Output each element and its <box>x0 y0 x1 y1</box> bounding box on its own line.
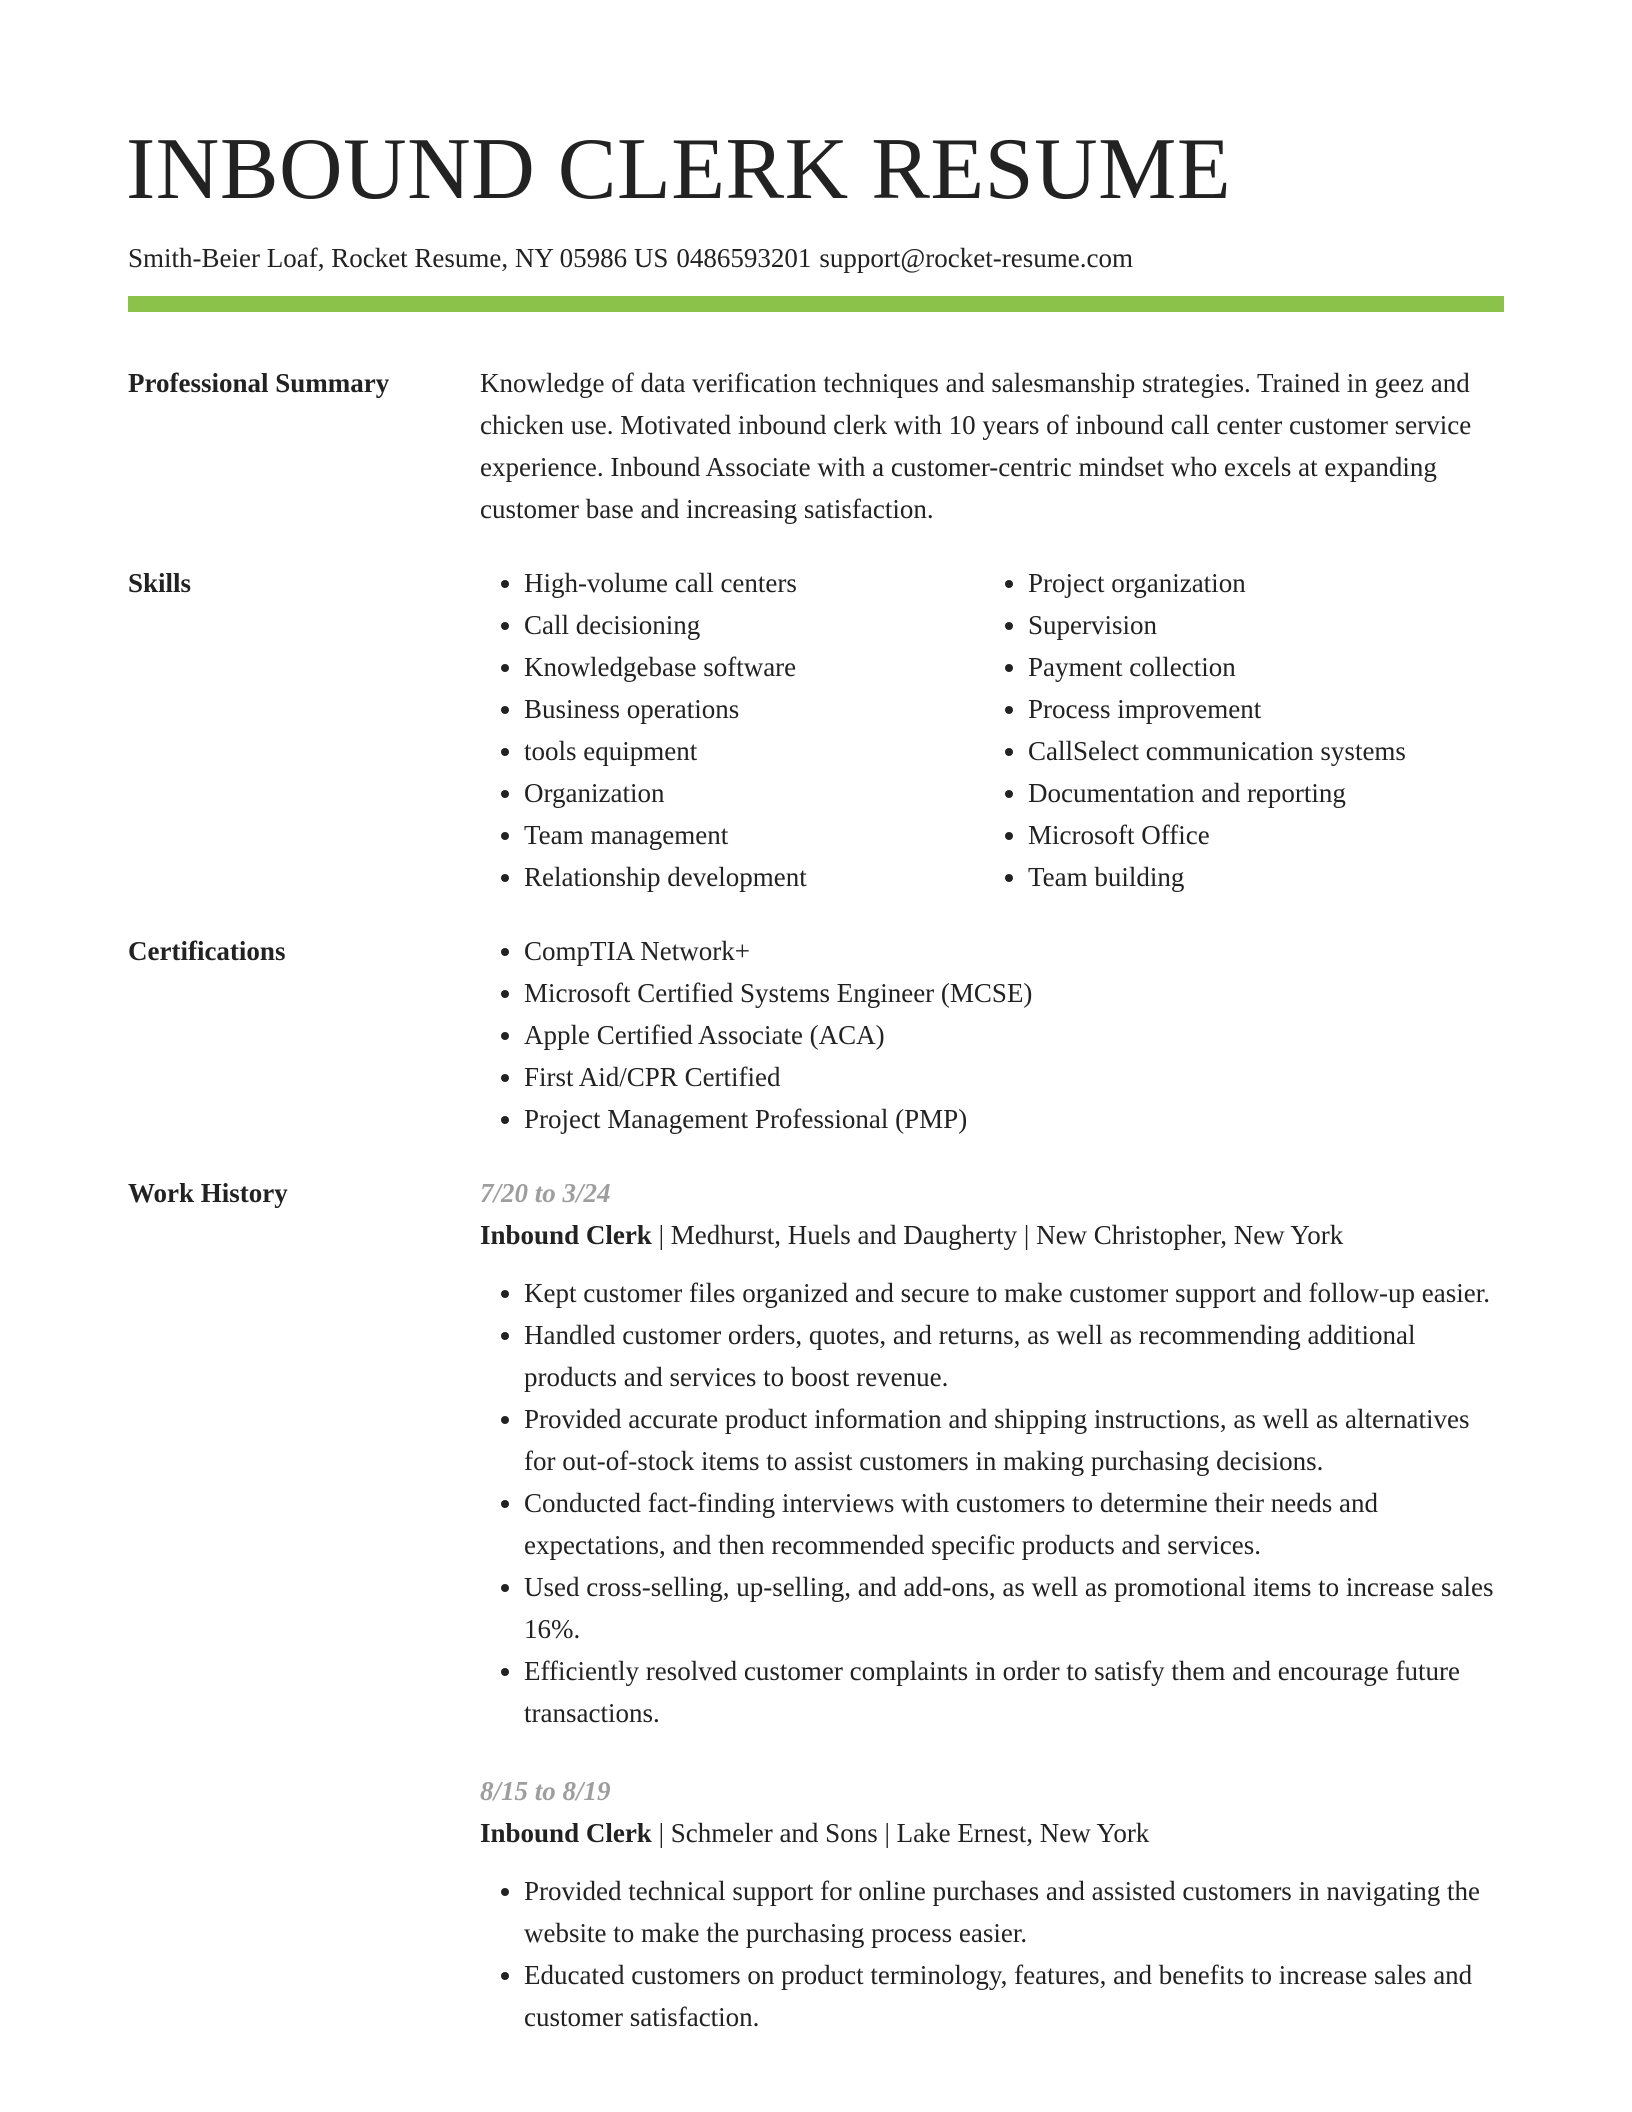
certifications-list <box>480 930 1504 1140</box>
certifications-heading: Certifications <box>128 936 286 967</box>
job-bullet: • Conducted fact-finding interviews with customers to determine their needs and expectations, and then recommended specific products and services. <box>524 1482 1504 1566</box>
skill-item: • Supervision <box>1028 604 1488 646</box>
skills-heading: Skills <box>128 568 192 599</box>
job-bullet: • Handled customer orders, quotes, and returns, as well as recommending additional products and services to boost revenue. <box>524 1314 1504 1398</box>
skill-item: • Team management <box>524 814 984 856</box>
summary-heading: Professional Summary <box>128 368 390 399</box>
job-entry <box>480 1770 1504 2038</box>
job-details: | Medhurst, Huels and Daugherty | New Christopher, New York <box>651 1220 1344 1251</box>
skill-item: • Knowledgebase software <box>524 646 984 688</box>
accent-divider <box>128 296 1504 312</box>
job-title: Inbound Clerk <box>480 1818 652 1849</box>
certification-item: • Apple Certified Associate (ACA) <box>524 1014 1504 1056</box>
contact-phone: 0486593201 <box>676 243 812 273</box>
skill-item: • Organization <box>524 772 984 814</box>
contact-email: support@rocket-resume.com <box>819 243 1133 273</box>
job-title: Inbound Clerk <box>480 1220 652 1251</box>
job-dates: 8/15 to 8/19 <box>480 1776 611 1807</box>
job-dates: 7/20 to 3/24 <box>480 1178 611 1209</box>
skill-item: • Process improvement <box>1028 688 1488 730</box>
job-bullet: • Kept customer files organized and secure to make customer support and follow-up easier. <box>524 1272 1504 1314</box>
skill-item: • Team building <box>1028 856 1488 898</box>
job-bullets <box>480 1870 1504 2038</box>
summary-text: Knowledge of data verification techniques and salesmanship strategies. Trained in geez and chicken use. Motivated inbound clerk with 10 years of inbound call center customer service experience. Inbound Associate with a customer-centric mindset who excels at expanding customer base and increasing satisfaction. <box>480 368 1472 525</box>
work-history-heading: Work History <box>128 1178 288 1209</box>
job-bullet: • Provided accurate product information and shipping instructions, as well as alternatives for out-of-stock items to assist customers in making purchasing decisions. <box>524 1398 1504 1482</box>
skill-item: • Microsoft Office <box>1028 814 1488 856</box>
skill-item: • Relationship development <box>524 856 984 898</box>
summary-section <box>128 362 1504 530</box>
job-bullet: • Efficiently resolved customer complaints in order to satisfy them and encourage future transactions. <box>524 1650 1504 1734</box>
job-title-line <box>480 1214 1504 1256</box>
certification-item: • CompTIA Network+ <box>524 930 1504 972</box>
certifications-section <box>128 930 1504 1140</box>
skill-item: • CallSelect communication systems <box>1028 730 1488 772</box>
certification-item: • Microsoft Certified Systems Engineer (MCSE) <box>524 972 1504 1014</box>
skill-item: • tools equipment <box>524 730 984 772</box>
job-bullet: • Provided technical support for online purchases and assisted customers in navigating the website to make the purchasing process easier. <box>524 1870 1504 1954</box>
work-history-section <box>128 1172 1504 2074</box>
page-title: INBOUND CLERK RESUME <box>126 121 1232 218</box>
skill-item: • Project organization <box>1028 562 1488 604</box>
skills-list-left <box>480 562 984 898</box>
job-title-line <box>480 1812 1504 1854</box>
skills-section <box>128 562 1504 898</box>
contact-line <box>128 242 1504 274</box>
job-bullet: • Used cross-selling, up-selling, and add-ons, as well as promotional items to increase sales 16%. <box>524 1566 1504 1650</box>
skill-item: • Business operations <box>524 688 984 730</box>
job-entry <box>480 1172 1504 1734</box>
job-bullets <box>480 1272 1504 1734</box>
certification-item: • First Aid/CPR Certified <box>524 1056 1504 1098</box>
job-bullet: • Educated customers on product terminology, features, and benefits to increase sales and customer satisfaction. <box>524 1954 1504 2038</box>
job-details: | Schmeler and Sons | Lake Ernest, New York <box>651 1818 1150 1849</box>
contact-address: Smith-Beier Loaf, Rocket Resume, NY 05986 US <box>128 243 669 273</box>
skills-list-right <box>984 562 1488 898</box>
skill-item: • Documentation and reporting <box>1028 772 1488 814</box>
certification-item: • Project Management Professional (PMP) <box>524 1098 1504 1140</box>
skill-item: • High-volume call centers <box>524 562 984 604</box>
skill-item: • Payment collection <box>1028 646 1488 688</box>
skill-item: • Call decisioning <box>524 604 984 646</box>
